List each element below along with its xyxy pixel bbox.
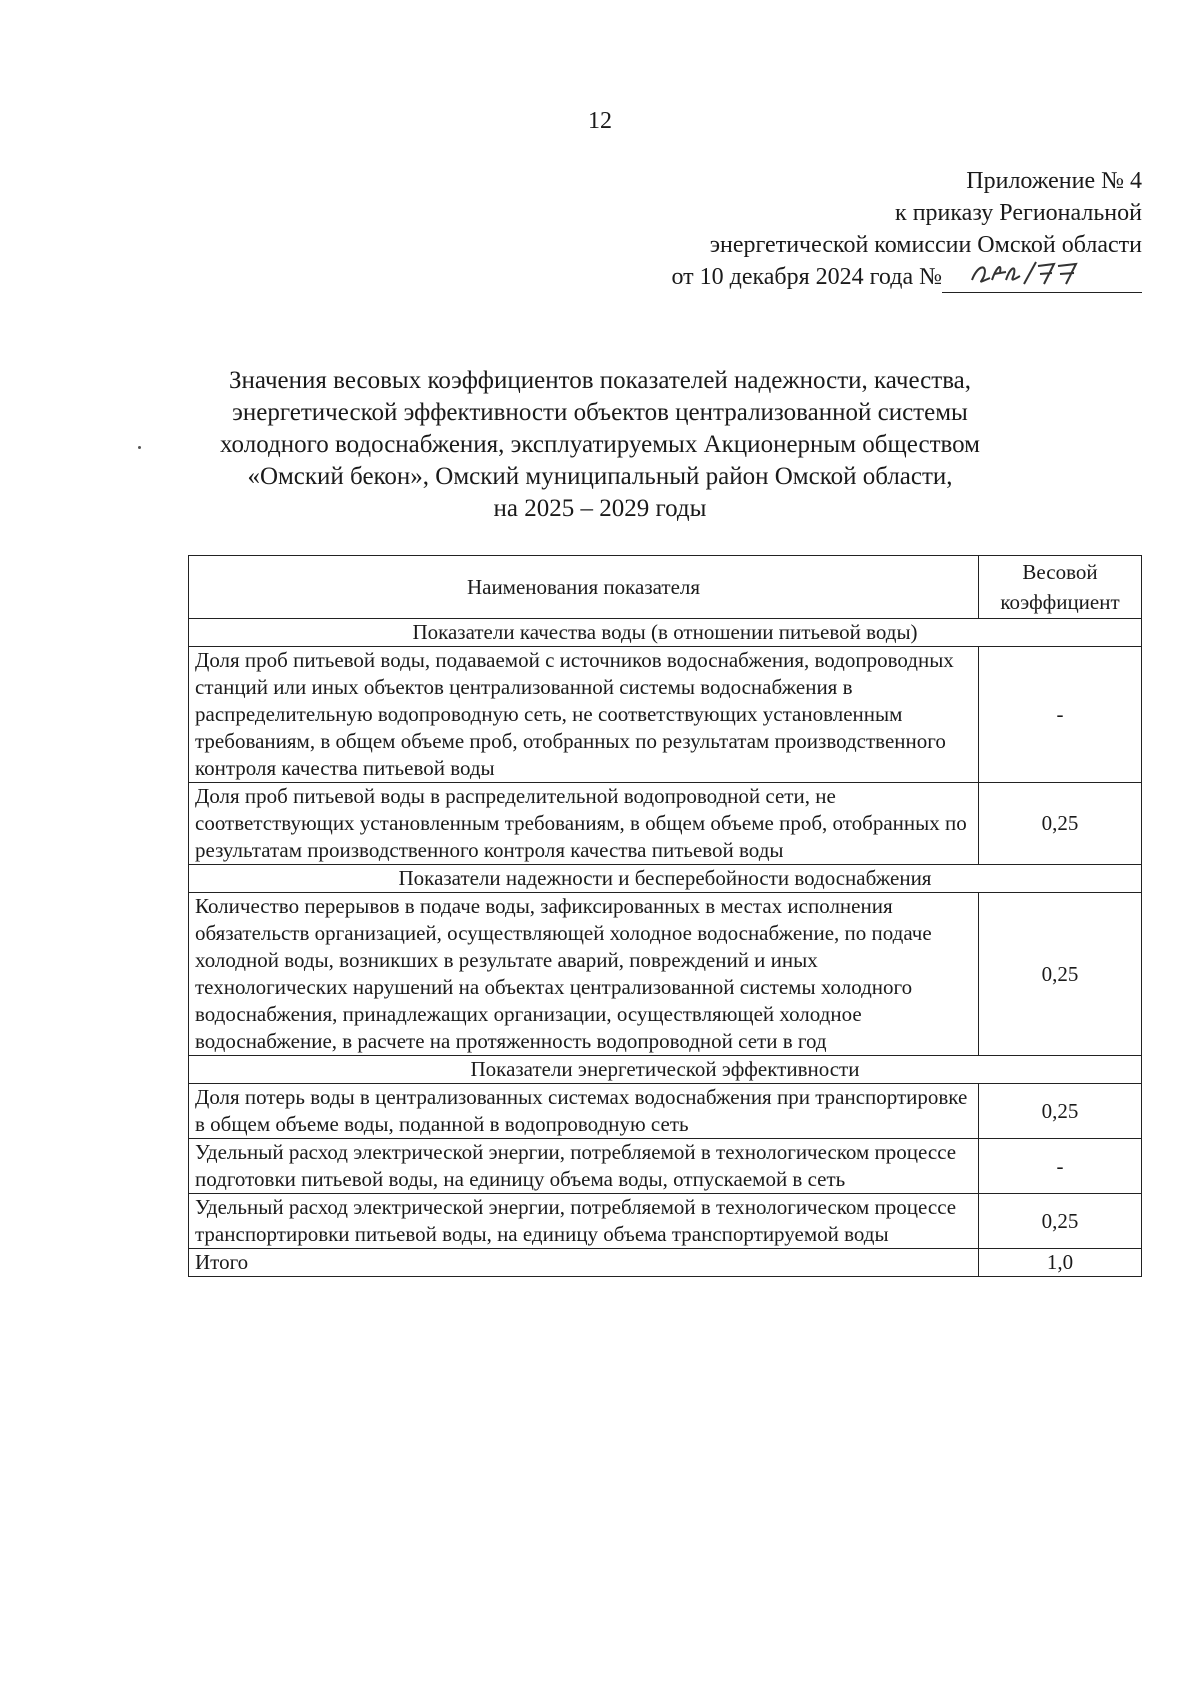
appendix-header [542,165,1142,293]
table-body [189,619,1142,1277]
title-line-4: «Омский бекон», Омский муниципальный район Омской области, [247,463,953,490]
indicator-name: Доля потерь воды в централизованных системах водоснабжения при транспортировке в общем объеме воды, поданной в водопроводную сеть [189,1084,979,1139]
section-row [189,865,1142,893]
total-row [189,1249,1142,1277]
title-line-2: энергетической эффективности объектов централизованной системы [232,399,968,426]
coefficients-table [188,555,1142,1277]
table-row [189,783,1142,865]
section-title: Показатели энергетической эффективности [189,1056,1142,1084]
appendix-date-prefix: от 10 декабря 2024 года № [671,264,942,290]
title-line-1: Значения весовых коэффициентов показателей надежности, качества, [228,367,972,394]
section-title: Показатели надежности и бесперебойности водоснабжения [189,865,1142,893]
document-title [150,365,1050,525]
table-row [189,893,1142,1056]
weight-coefficient: - [979,1139,1142,1194]
scan-speck [138,446,141,449]
total-value: 1,0 [979,1249,1142,1277]
title-line-5: на 2025 – 2029 годы [493,495,707,522]
column-header-coefficient: Весовой коэффициент [979,556,1142,619]
appendix-line-3: энергетической комиссии Омской области [709,232,1142,258]
table-row [189,1194,1142,1249]
weight-coefficient: - [979,647,1142,783]
handwritten-order-number [968,258,1088,288]
section-title: Показатели качества воды (в отношении питьевой воды) [189,619,1142,647]
total-label: Итого [189,1249,979,1277]
weight-coefficient: 0,25 [979,1084,1142,1139]
indicator-name: Удельный расход электрической энергии, потребляемой в технологическом процессе транспортировки питьевой воды, на единицу объема транспортируемой воды [189,1194,979,1249]
table-row [189,647,1142,783]
order-number-field [942,262,1142,293]
indicator-name: Количество перерывов в подаче воды, зафиксированных в местах исполнения обязательств организацией, осуществляющей холодное водоснабжение, по подаче холодной воды, возникших в результате аварий, повреждений и иных технологических нарушений на объектах централизованной системы холодного водоснабжения, принадлежащих организации, осуществляющей холодное водоснабжение, в расчете на протяженность водопроводной сети в год [189,893,979,1056]
section-row [189,619,1142,647]
appendix-line-4 [542,261,1142,293]
table-row [189,1084,1142,1139]
page-number: 12 [588,108,612,134]
column-header-name: Наименования показателя [189,556,979,619]
appendix-line-2: к приказу Региональной [895,200,1142,226]
weight-coefficient: 0,25 [979,1194,1142,1249]
table-row [189,1139,1142,1194]
table-header-row [189,556,1142,619]
indicator-name: Доля проб питьевой воды, подаваемой с источников водоснабжения, водопроводных станций или иных объектов централизованной системы водоснабжения в распределительную водопроводную сеть, не соответствующих установленным требованиям, в общем объеме проб, отобранных по результатам производственного контроля качества питьевой воды [189,647,979,783]
weight-coefficient: 0,25 [979,893,1142,1056]
indicator-name: Доля проб питьевой воды в распределительной водопроводной сети, не соответствующих установленным требованиям, в общем объеме проб, отобранных по результатам производственного контроля качества питьевой воды [189,783,979,865]
indicator-name: Удельный расход электрической энергии, потребляемой в технологическом процессе подготовки питьевой воды, на единицу объема воды, отпускаемой в сеть [189,1139,979,1194]
section-row [189,1056,1142,1084]
weight-coefficient: 0,25 [979,783,1142,865]
title-line-3: холодного водоснабжения, эксплуатируемых Акционерным обществом [220,431,980,458]
appendix-line-1: Приложение № 4 [966,168,1142,194]
